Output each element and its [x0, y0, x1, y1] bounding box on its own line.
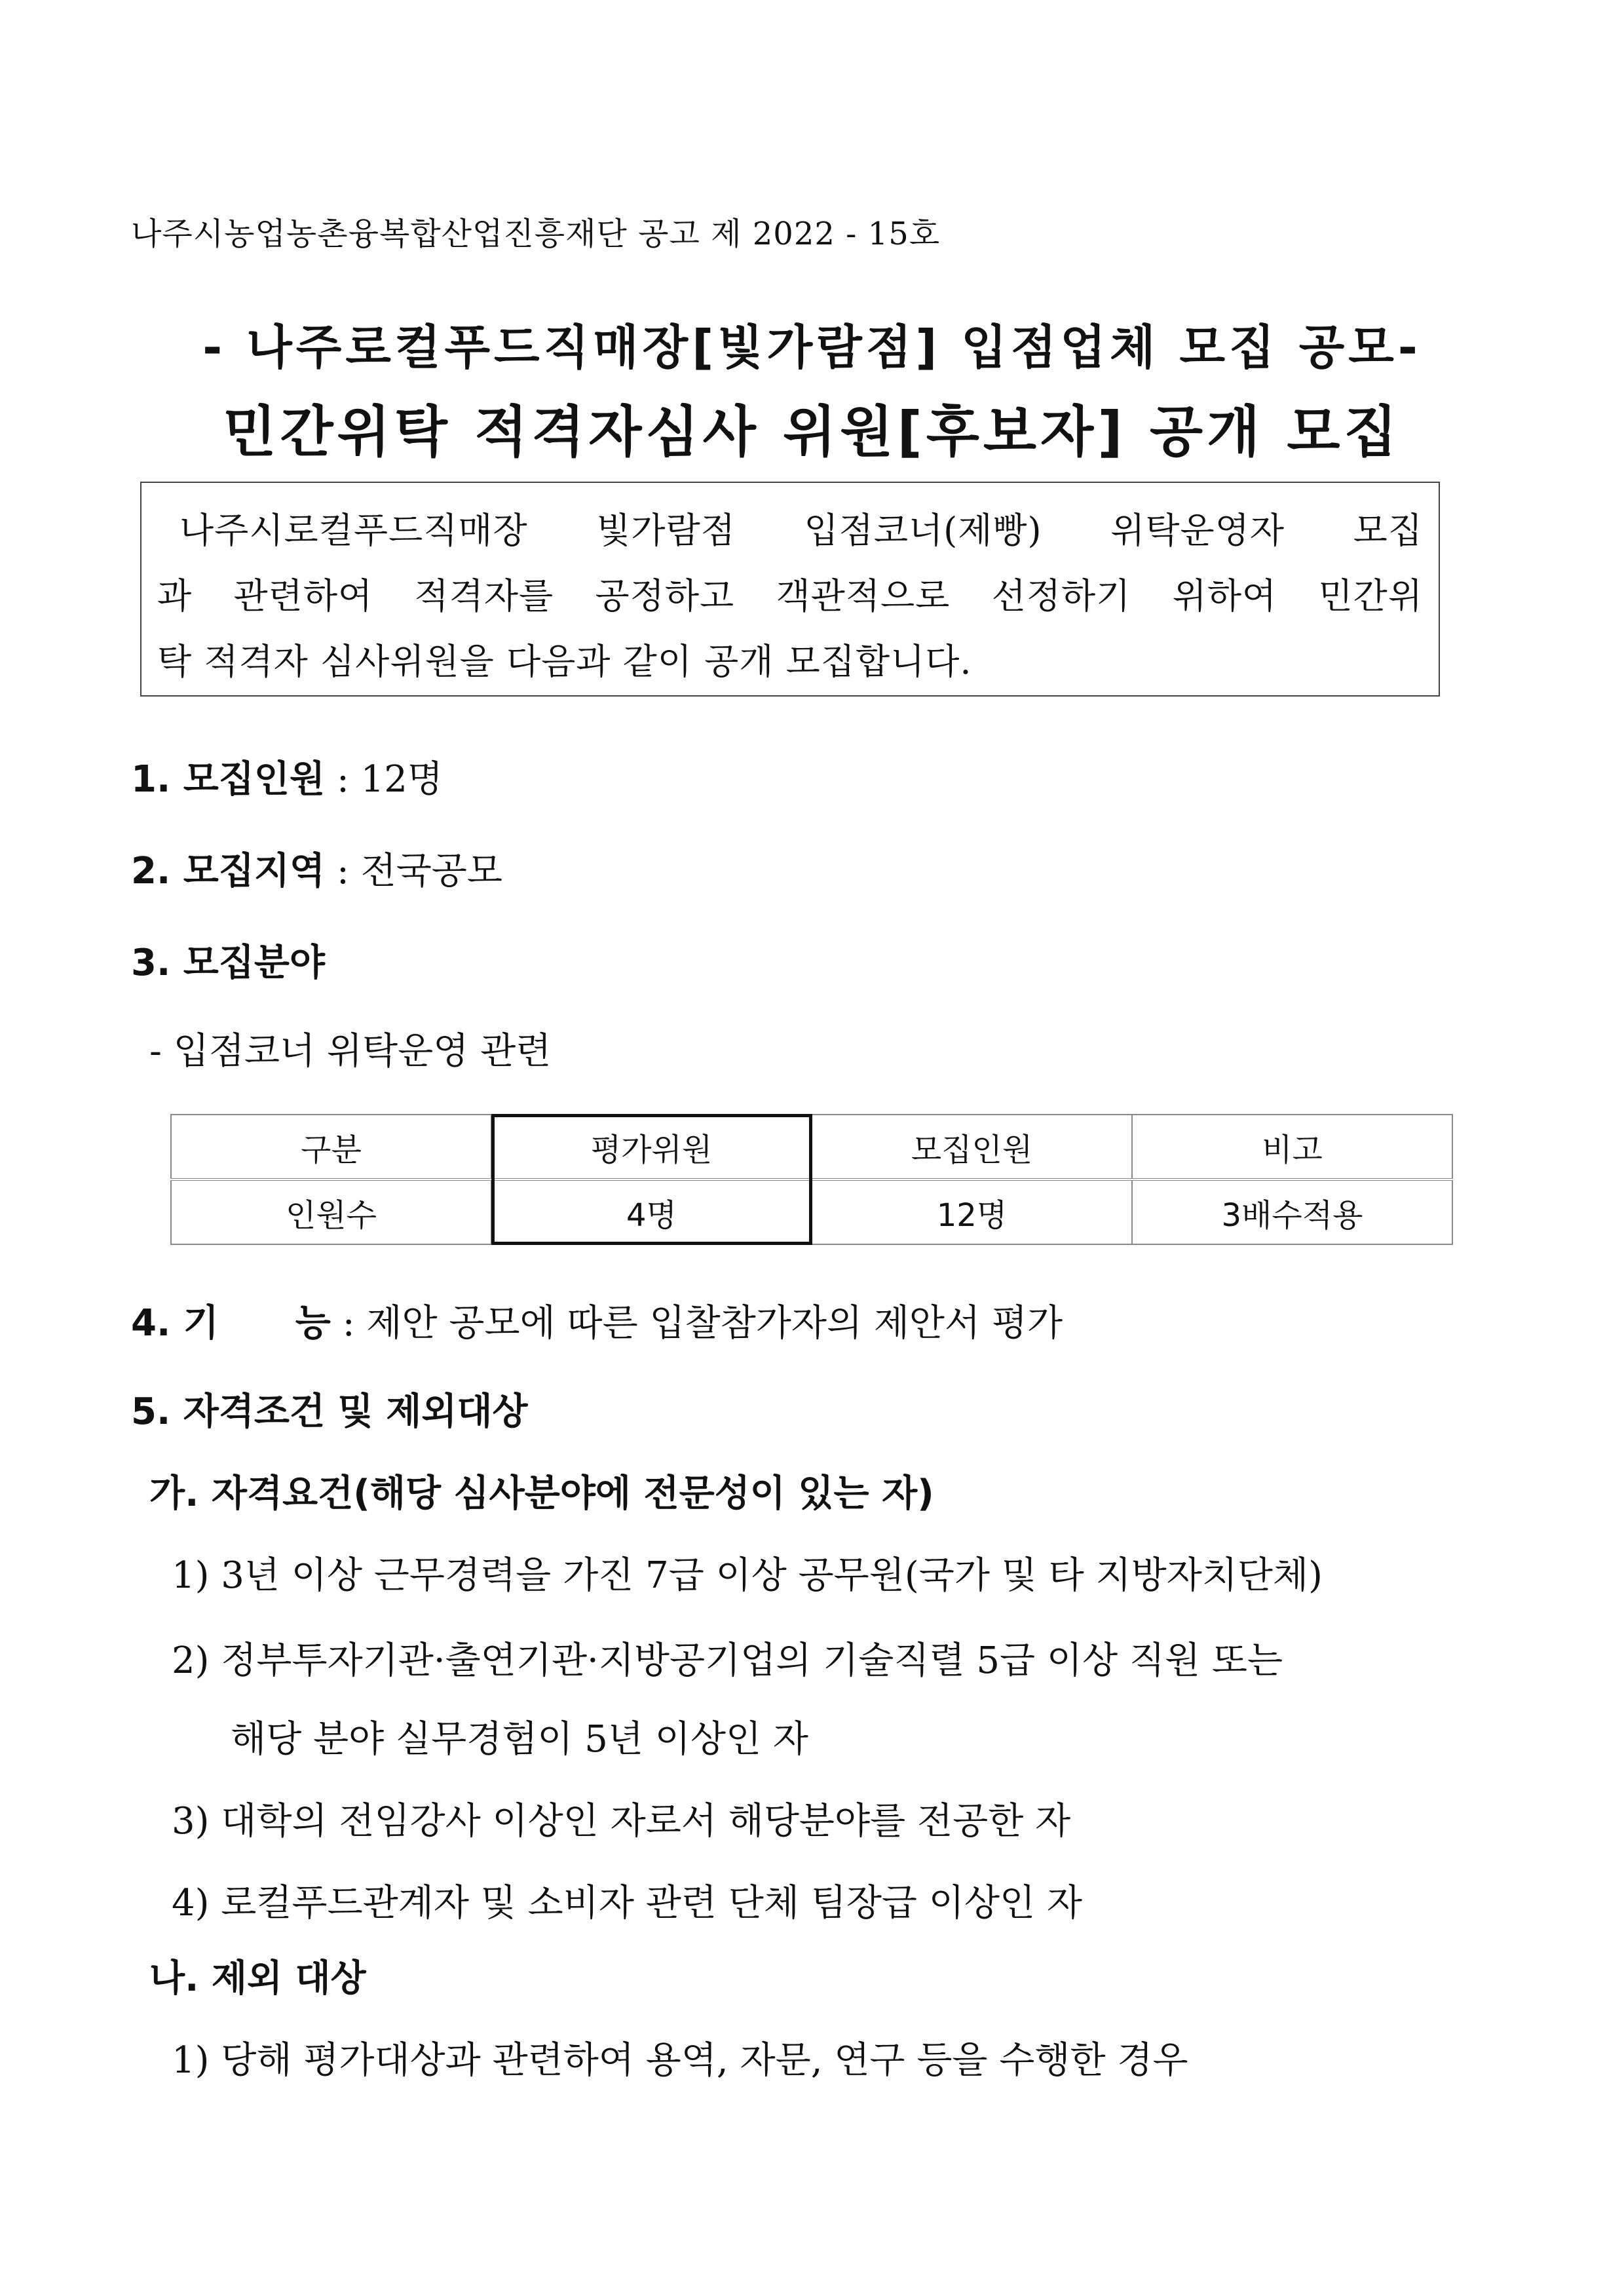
item-recruit-region-label: 2. 모집지역	[131, 850, 326, 892]
item-qualification-exclusion	[131, 1383, 528, 1435]
item-recruit-field	[131, 934, 325, 986]
table-cell: 인원수	[171, 1179, 491, 1244]
qualification-item-3: 3) 대학의 전임강사 이상인 자로서 해당분야를 전공한 자	[172, 1800, 1071, 1843]
qualification-item-2: 2) 정부투자기관·출연기관·지방공기업의 기술직렬 5급 이상 직원 또는	[172, 1639, 1283, 1682]
qualification-heading-text: 가. 자격요건(해당 심사분야에 전문성이 있는 자)	[149, 1472, 934, 1515]
table-header-cell: 비고	[1132, 1115, 1452, 1179]
table-cell: 12명	[812, 1179, 1132, 1244]
item-recruit-region-value: : 전국공모	[336, 850, 502, 892]
item-function-label: 4. 기 능	[131, 1302, 331, 1345]
item-recruit-field-label: 3. 모집분야	[131, 942, 326, 984]
exclusion-heading	[149, 1949, 366, 2002]
qualification-item-4: 4) 로컬푸드관계자 및 소비자 관련 단체 팀장급 이상인 자	[172, 1882, 1082, 1924]
qualification-item-1: 1) 3년 이상 근무경력을 가진 7급 이상 공무원(국가 및 타 지방자치단체)	[172, 1554, 1323, 1597]
item-recruit-count-label: 1. 모집인원	[131, 758, 326, 801]
table-header-cell: 구분	[171, 1115, 491, 1179]
qualification-heading	[149, 1464, 934, 1517]
intro-line-1: 나주시로컬푸드직매장 빛가람점 입점코너(제빵) 위탁운영자 모집	[179, 510, 1423, 551]
page-title: 민간위탁 적격자심사 위원[후보자] 공개 모집	[223, 400, 1401, 464]
item-qualification-exclusion-label: 5. 자격조건 및 제외대상	[131, 1390, 528, 1433]
intro-line-2: 과 관련하여 적격자를 공정하고 객관적으로 선정하기 위하여 민간위	[157, 575, 1423, 617]
table-cell: 3배수적용	[1132, 1179, 1452, 1244]
table-header-cell: 모집인원	[812, 1115, 1132, 1179]
table-header-cell: 평가위원	[491, 1115, 812, 1179]
intro-box	[140, 482, 1440, 697]
intro-line-3: 탁 적격자 심사위원을 다음과 같이 공개 모집합니다.	[157, 641, 972, 682]
table-row	[171, 1179, 1452, 1244]
notice-number: 나주시농업농촌융복합산업진흥재단 공고 제 2022 - 15호	[131, 216, 941, 252]
item-recruit-count	[131, 750, 443, 803]
item-function-value: : 제안 공모에 따른 입찰참가자의 제안서 평가	[342, 1302, 1063, 1345]
title-subheading: - 나주로컬푸드직매장[빛가람점] 입점업체 모집 공모-	[202, 320, 1422, 375]
table-header-row	[171, 1115, 1452, 1179]
item-function	[131, 1294, 1063, 1347]
item-recruit-count-value: : 12명	[336, 758, 443, 801]
qualification-item-2-cont: 해당 분야 실무경험이 5년 이상인 자	[231, 1718, 808, 1761]
table-cell: 4명	[491, 1179, 812, 1244]
item-recruit-region	[131, 842, 502, 894]
exclusion-item-1: 1) 당해 평가대상과 관련하여 용역, 자문, 연구 등을 수행한 경우	[172, 2039, 1188, 2082]
item-recruit-field-detail: - 입점코너 위탁운영 관련	[149, 1030, 552, 1073]
recruit-table	[170, 1114, 1453, 1245]
exclusion-heading-text: 나. 제외 대상	[149, 1957, 366, 2000]
